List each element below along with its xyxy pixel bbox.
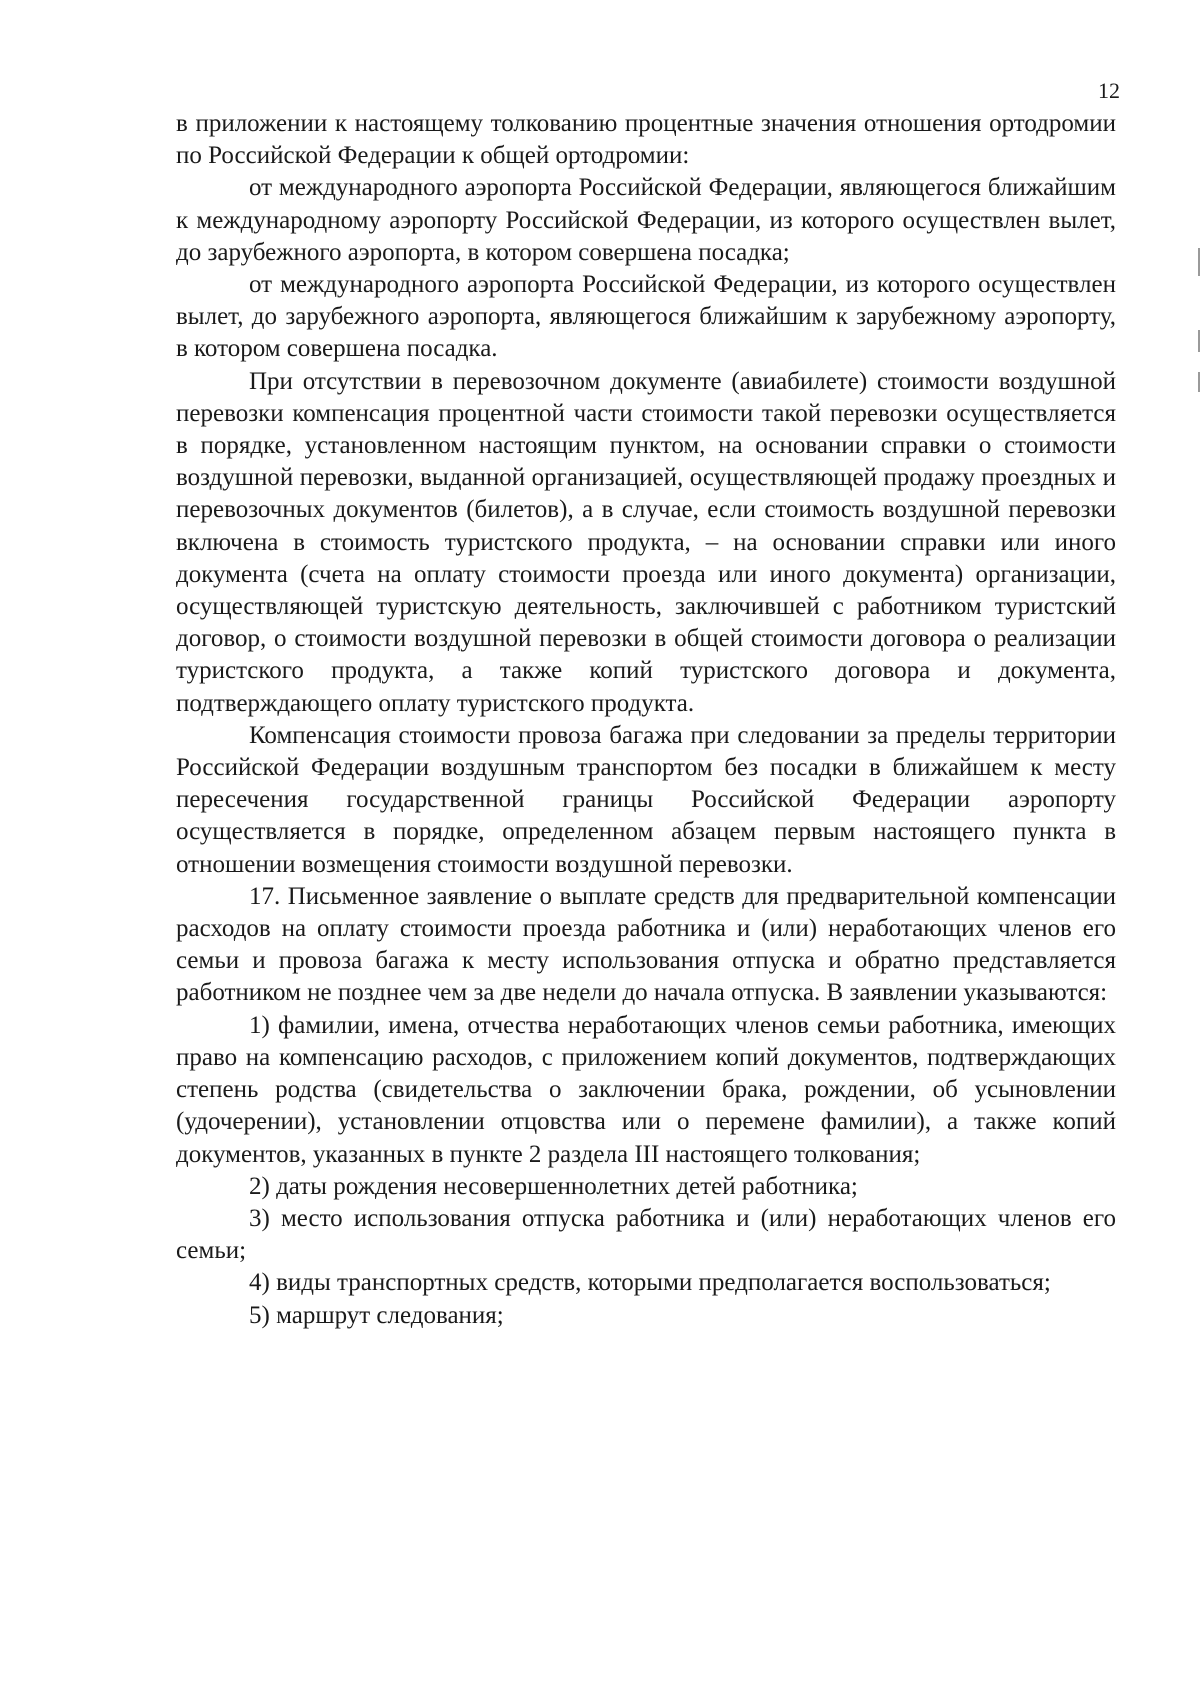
paragraph-11: 5) маршрут следования; xyxy=(249,1301,504,1329)
paragraph-6: 17. Письменное заявление о выплате средств для предварительной компенсации расходов на оплату стоимости проезда работника и (или) неработающих членов его семьи и провоза багажа к месту использования отпуска и обратно представляется работником не позднее чем за две недели до начала отпуска. В заявлении указываются: xyxy=(176,882,1116,1007)
paragraph-7: 1) фамилии, имена, отчества неработающих членов семьи работника, имеющих право на компенсацию расходов, с приложением копий документов, подтверждающих степень родства (свидетельства о заключении брака, рождении, об усыновлении (удочерении), установлении отцовства или о перемене фамилии), а также копий документов, указанных в пункте 2 раздела III настоящего толкования; xyxy=(176,1011,1116,1168)
paragraph-10: 4) виды транспортных средств, которыми предполагается воспользоваться; xyxy=(249,1269,1051,1297)
paragraph-1: в приложении к настоящему толкованию процентные значения отношения ортодромии по Российской Федерации к общей ортодромии: xyxy=(176,110,1116,170)
paragraph-4: При отсутствии в перевозочном документе (авиабилете) стоимости воздушной перевозки компенсация процентной части стоимости такой перевозки осуществляется в порядке, установленном настоящим пунктом, на основании справки о стоимости воздушной перевозки, выданной организацией, осуществляющей продажу проездных и перевозочных документов (билетов), а в случае, если стоимость воздушной перевозки включена в стоимость туристского продукта, – на основании справки или иного документа (счета на оплату стоимости проезда или иного документа) организации, осуществляющей туристскую деятельность, заключившей с работником туристский договор, о стоимости воздушной перевозки в общей стоимости договора о реализации туристского продукта, а также копий туристского договора и документа, подтверждающего оплату туристского продукта. xyxy=(176,367,1116,717)
paragraph-5: Компенсация стоимости провоза багажа при следовании за пределы территории Российской Федерации воздушным транспортом без посадки в ближайшем к месту пересечения государственной границы Российской Федерации аэропорту осуществляется в порядке, определенном абзацем первым настоящего пункта в отношении возмещения стоимости воздушной перевозки. xyxy=(176,721,1116,878)
paragraph-8: 2) даты рождения несовершеннолетних детей работника; xyxy=(249,1172,858,1200)
paragraph-2: от международного аэропорта Российской Федерации, являющегося ближайшим к международному аэропорту Российской Федерации, из которого осуществлен вылет, до зарубежного аэропорта, в котором совершена посадка; xyxy=(176,174,1116,266)
document-body xyxy=(176,108,1116,1332)
paragraph-3: от международного аэропорта Российской Федерации, из которого осуществлен вылет, до зарубежного аэропорта, являющегося ближайшим к зарубежному аэропорту, в котором совершена посадка. xyxy=(176,271,1116,363)
paragraph-9: 3) место использования отпуска работника и (или) неработающих членов его семьи; xyxy=(176,1204,1116,1265)
page-number: 12 xyxy=(1098,78,1120,103)
